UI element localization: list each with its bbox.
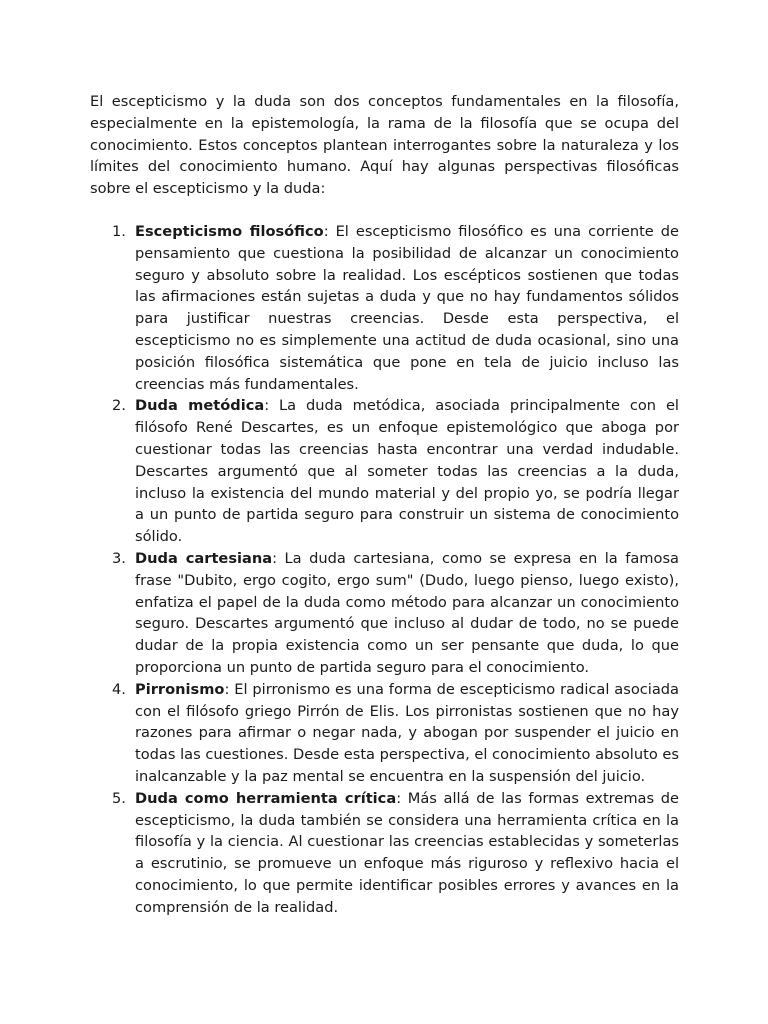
list-item-text: : Más allá de las formas extremas de escepticismo, la duda también se considera una herramienta crítica en la filosofía y la ciencia. Al cuestionar las creencias establecidas y someterlas a escrutinio, se promueve un enfoque más riguroso y reflexivo hacia el conocimiento, lo que permite identificar posibles errores y avances en la comprensión de la realidad.	[135, 789, 679, 916]
list-item-term: Duda como herramienta crítica	[135, 789, 397, 807]
list-item-number: 2.	[112, 397, 126, 415]
list-item-term: Duda cartesiana	[135, 549, 273, 567]
list-item-number: 3.	[112, 549, 126, 567]
list-item	[90, 395, 679, 548]
list-item	[90, 679, 679, 788]
list-item-text: : El pirronismo es una forma de escepticismo radical asociada con el filósofo griego Pirrón de Elis. Los pirronistas sostienen que no hay razones para afirmar o negar nada, y abogan por suspender el juicio en todas las cuestiones. Desde esta perspectiva, el conocimiento absoluto es inalcanzable y la paz mental se encuentra en la suspensión del juicio.	[135, 680, 679, 785]
list-item-term: Escepticismo filosófico	[135, 222, 324, 240]
list-item	[90, 788, 679, 919]
perspectives-list	[90, 221, 679, 919]
list-item-number: 4.	[112, 680, 126, 698]
list-item	[90, 548, 679, 679]
list-item-text: : La duda metódica, asociada principalmente con el filósofo René Descartes, es un enfoque epistemológico que aboga por cuestionar todas las creencias hasta encontrar una verdad indudable. Descartes argumentó que al someter todas las creencias a la duda, incluso la existencia del mundo material y del propio yo, se podría llegar a un punto de partida seguro para construir un sistema de conocimiento sólido.	[135, 397, 679, 546]
list-item-term: Duda metódica	[135, 397, 265, 415]
document-page	[90, 91, 679, 918]
list-item-term: Pirronismo	[135, 680, 225, 698]
list-item-text: : El escepticismo filosófico es una corriente de pensamiento que cuestiona la posibilidad de alcanzar un conocimiento seguro y absoluto sobre la realidad. Los escépticos sostienen que todas las afirmaciones están sujetas a duda y que no hay fundamentos sólidos para justificar nuestras creencias. Desde esta perspectiva, el escepticismo no es simplemente una actitud de duda ocasional, sino una posición filosófica sistemática que pone en tela de juicio incluso las creencias más fundamentales.	[135, 222, 679, 393]
list-item-text: : La duda cartesiana, como se expresa en la famosa frase "Dubito, ergo cogito, ergo sum" (Dudo, luego pienso, luego existo), enfatiza el papel de la duda como método para alcanzar un conocimiento seguro. Descartes argumentó que incluso al dudar de todo, no se puede dudar de la propia existencia como un ser pensante que duda, lo que proporciona un punto de partida seguro para el conocimiento.	[135, 549, 679, 676]
intro-paragraph: El escepticismo y la duda son dos conceptos fundamentales en la filosofía, especialmente en la epistemología, la rama de la filosofía que se ocupa del conocimiento. Estos conceptos plantean interrogantes sobre la naturaleza y los límites del conocimiento humano. Aquí hay algunas perspectivas filosóficas sobre el escepticismo y la duda:	[90, 93, 679, 198]
list-item-number: 5.	[112, 789, 126, 807]
list-item-number: 1.	[112, 222, 126, 240]
list-item	[90, 221, 679, 395]
